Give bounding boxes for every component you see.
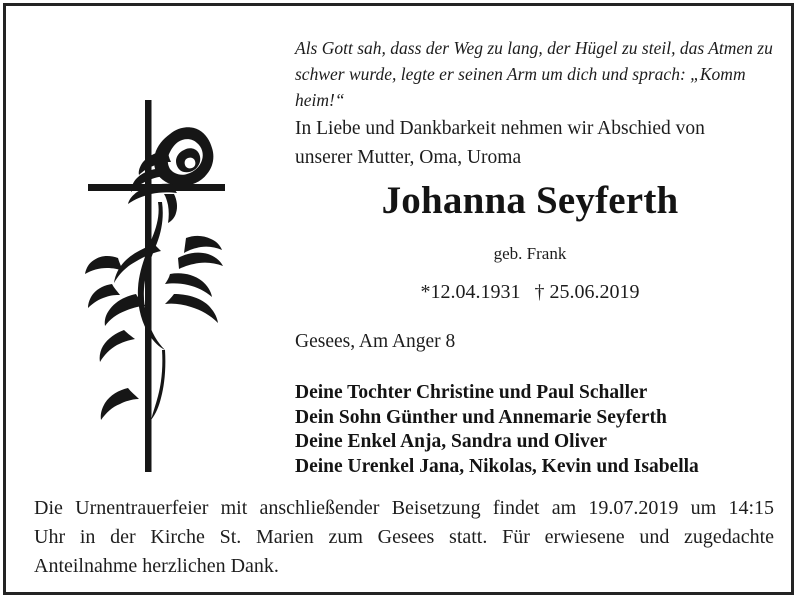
survivor-line: Deine Enkel Anja, Sandra und Oliver: [295, 431, 608, 452]
survivor-line: Dein Sohn Günther und Annemarie Seyferth: [295, 406, 667, 428]
cross-with-rose-illustration: [66, 98, 256, 478]
life-dates: [295, 278, 765, 306]
birth-symbol: *: [420, 281, 431, 303]
epigraph-verse: Als Gott sah, dass der Weg zu lang, der Hügel zu steil, das Atmen zu schwer wurde, legte er seinen Arm um dich und sprach: „Komm heim!“: [295, 38, 773, 110]
obituary-notice: [3, 3, 794, 595]
funeral-details-line: Die Urnentrauerfeier mit anschließender Beisetzung findet am 19.07.2019 um 14:15: [34, 497, 774, 519]
survivor-line: Deine Urenkel Jana, Nikolas, Kevin und Isabella: [295, 455, 699, 477]
funeral-details-line: Uhr in der Kirche St. Marien zum Gesees statt. Für erwiesene und zugedachte: [34, 526, 774, 548]
survivor-line: Deine Tochter Christine und Paul Schaller: [295, 382, 648, 403]
death-date: 25.06.2019: [549, 281, 640, 303]
funeral-details-line: Anteilnahme herzlichen Dank.: [34, 555, 279, 577]
birth-date: 12.04.1931: [430, 281, 521, 303]
deceased-name: Johanna Seyferth: [381, 179, 679, 222]
funeral-details: [34, 494, 774, 581]
address-line: Gesees, Am Anger 8: [295, 331, 456, 352]
survivors-list: [295, 381, 775, 479]
introduction-text: In Liebe und Dankbarkeit nehmen wir Abschied von unserer Mutter, Oma, Uroma: [295, 118, 705, 168]
maiden-name: geb. Frank: [493, 244, 567, 263]
death-symbol: †: [534, 281, 545, 303]
